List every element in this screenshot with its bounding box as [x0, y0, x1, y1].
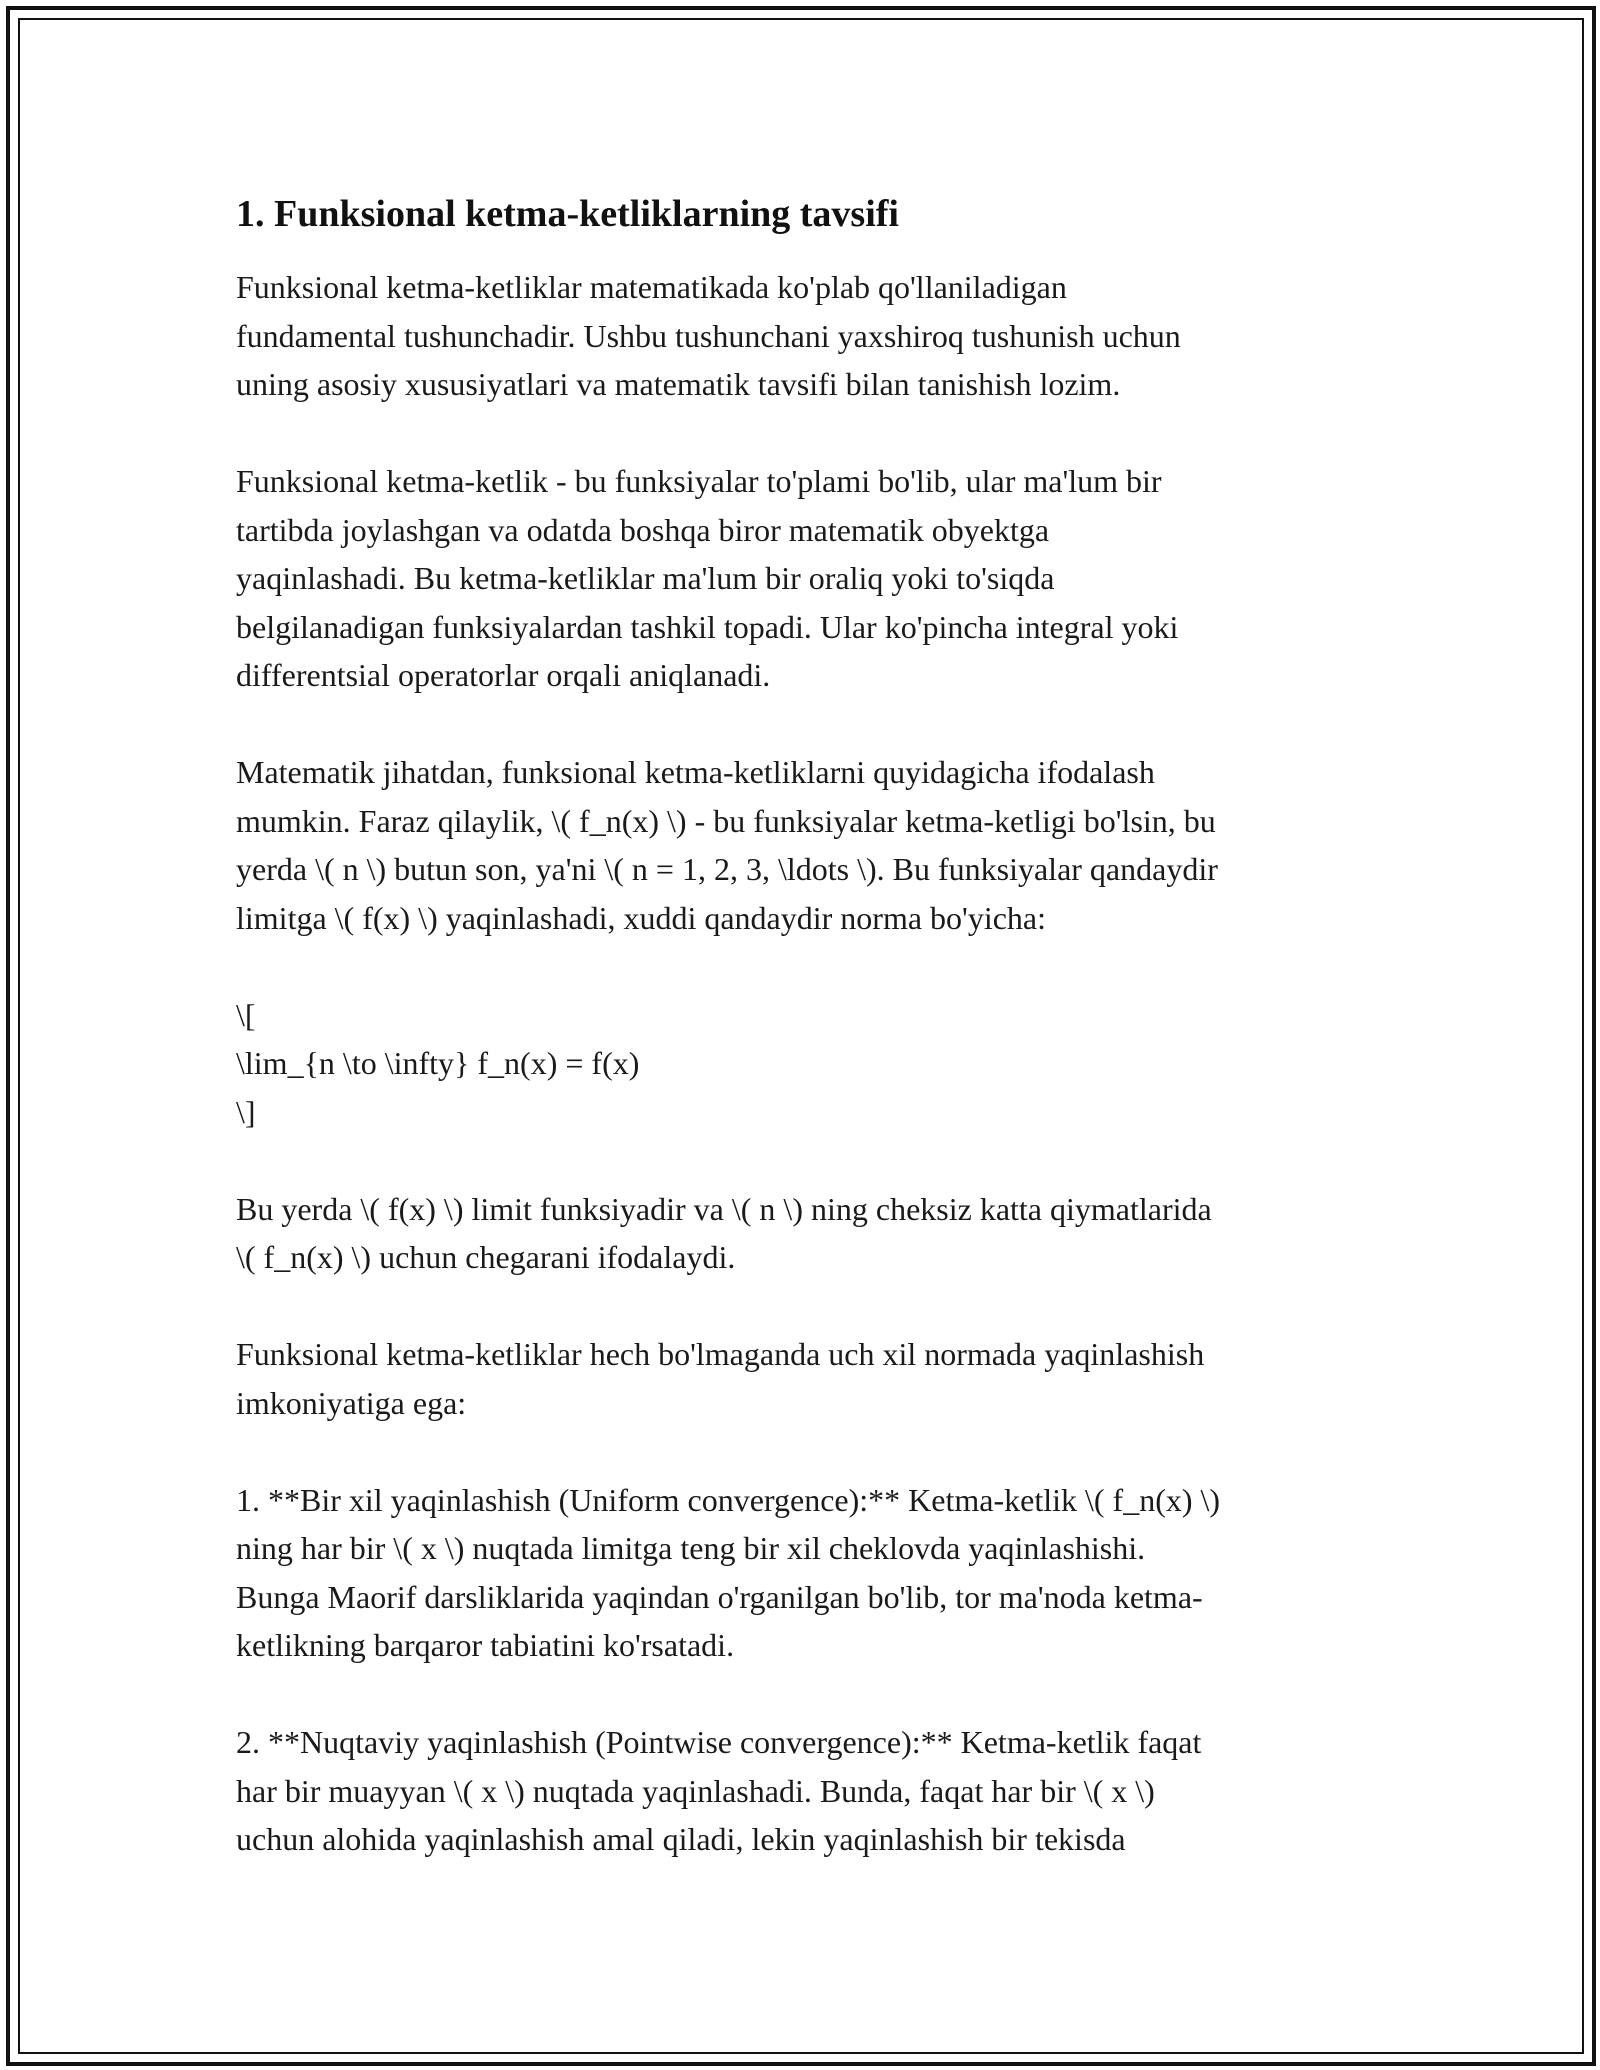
document-body — [236, 190, 1366, 1864]
list-item-pointwise-convergence: 2. **Nuqtaviy yaqinlashish (Pointwise convergence):** Ketma-ketlik faqat har bir muayyan \( x \) nuqtada yaqinlashadi. Bunda, faqat har bir \( x \) uchun alohida yaqinlashish amal qiladi, lekin yaqinlashish bir tekisda — [236, 1724, 1202, 1857]
paragraph-definition: Funksional ketma-ketlik - bu funksiyalar to'plami bo'lib, ular ma'lum bir tartibda joylashgan va odatda boshqa biror matematik obyektga yaqinlashadi. Bu ketma-ketliklar ma'lum bir oraliq yoki to'siqda belgilanadigan funksiyalardan tashkil topadi. Ular ko'pincha integral yoki differentsial operatorlar orqali aniqlanadi. — [236, 463, 1179, 693]
paragraph-convergence-types: Funksional ketma-ketliklar hech bo'lmaganda uch xil normada yaqinlashish imkoniyatiga ega: — [236, 1336, 1205, 1421]
formula-limit: \[ \lim_{n \to \infty} f_n(x) = f(x) \] — [236, 996, 640, 1130]
list-item-uniform-convergence: 1. **Bir xil yaqinlashish (Uniform convergence):** Ketma-ketlik \( f_n(x) \) ning har bir \( x \) nuqtada limitga teng bir xil cheklovda yaqinlashishi. Bunga Maorif darsliklarida yaqindan o'rganilgan bo'lib, tor ma'noda ketma- ketlikning barqaror tabiatini ko'rsatadi. — [236, 1481, 1221, 1663]
section-heading: 1. Funksional ketma-ketliklarning tavsifi — [236, 193, 899, 235]
paragraph-limit-explanation: Bu yerda \( f(x) \) limit funksiyadir va \( n \) ning cheksiz katta qiymatlarida \( f_n(x) \) uchun chegarani ifodalaydi. — [236, 1190, 1212, 1275]
paragraph-intro: Funksional ketma-ketliklar matematikada ko'plab qo'llaniladigan fundamental tushunchadir. Ushbu tushunchani yaxshiroq tushunish uchun uning asosiy xususiyatlari va matematik tavsifi bilan tanishish lozim. — [236, 269, 1181, 402]
paragraph-math-description: Matematik jihatdan, funksional ketma-ketliklarni quyidagicha ifodalash mumkin. Faraz qilaylik, \( f_n(x) \) - bu funksiyalar ketma-ketligi bo'lsin, bu yerda \( n \) butun son, ya'ni \( n = 1, 2, 3, \ldots \). Bu funksiyalar qandaydir limitga \( f(x) \) yaqinlashadi, xuddi qandaydir norma bo'yicha: — [236, 754, 1218, 936]
